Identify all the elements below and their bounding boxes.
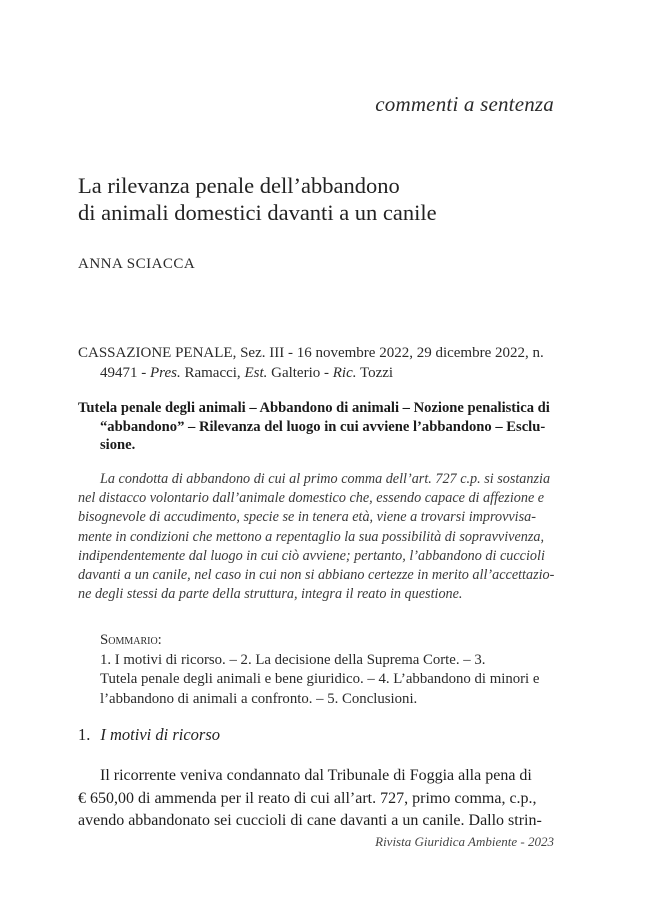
title-line-2: di animali domestici davanti a un canile [78, 200, 437, 225]
maxim-line: mente in condizioni che mettono a repentaglio la sua possibilità di sopravvivenza, [78, 528, 545, 545]
section-heading [78, 725, 220, 745]
citation-pres-name: Ramacci, [184, 365, 241, 381]
citation-details: 49471 - Pres. Ramacci, Est. Galterio - Ric. Tozzi [100, 365, 394, 381]
citation-est-label: Est. [244, 365, 268, 381]
summary-text-1: 1. I motivi di ricorso. – 2. La decisione della Suprema Corte. – 3. [100, 651, 486, 668]
section-number: 1. [78, 725, 91, 744]
maxim-line: nel distacco volontario dall’animale domestico che, essendo capace di affezione e [78, 490, 545, 507]
maxim-line: ne degli stessi da parte della struttura, integra il reato in questione. [78, 586, 463, 603]
body-paragraph [78, 765, 556, 833]
body-line: € 650,00 di ammenda per il reato di cui all’art. 727, primo comma, c.p., [78, 789, 537, 807]
citation-est-name: Galterio [271, 365, 321, 381]
body-line: avendo abbandonato sei cuccioli di cane davanti a un canile. Dallo strin- [78, 812, 542, 829]
summary-label: Sommario: [100, 632, 162, 648]
case-maxim [78, 470, 556, 604]
summary-line-3: l’abbandono di animali a confronto. – 5. Conclusioni. [100, 690, 418, 707]
citation-number: 49471 [100, 365, 138, 381]
citation-ric-name: Tozzi [360, 365, 394, 381]
title-line-1: La rilevanza penale dell’abbandono [78, 173, 400, 198]
footer-year: 2023 [528, 834, 554, 849]
keywords-line-3: sione. [100, 437, 136, 453]
case-citation [78, 343, 556, 383]
article-title [78, 172, 568, 226]
keywords-line-2: “abbandono” – Rilevanza del luogo in cui avviene l’abbandono – Esclu- [100, 418, 546, 435]
maxim-line: bisognevole di accudimento, specie se in tenera età, viene a trovarsi improvvisa- [78, 509, 536, 526]
footer-journal: Rivista Giuridica Ambiente [375, 834, 518, 849]
citation-pres-label: Pres. [150, 365, 181, 381]
table-of-contents [100, 631, 558, 709]
summary-line-1 [100, 631, 558, 670]
section-title: I motivi di ricorso [100, 725, 220, 744]
keywords-line-1: Tutela penale degli animali – Abbandono di animali – Nozione penalistica di [78, 400, 550, 416]
page-footer [375, 834, 554, 850]
citation-ric-label: Ric. [332, 365, 357, 381]
maxim-line: indipendentemente dal luogo in cui ciò avviene; pertanto, l’abbandono di cuccioli [78, 547, 545, 564]
case-keywords [78, 399, 556, 455]
maxim-line: davanti a un canile, nel caso in cui non si abbiano certezze in merito all’accettazio- [78, 567, 555, 584]
maxim-line: La condotta di abbandono di cui al primo comma dell’art. 727 c.p. si sostanzia [100, 471, 551, 487]
footer-separator: - [517, 834, 528, 849]
summary-line-2: Tutela penale degli animali e bene giuridico. – 4. L’abbandono di minori e [100, 671, 540, 687]
citation-court: CASSAZIONE PENALE, Sez. III - 16 novembre 2022, 29 dicembre 2022, n. [78, 345, 544, 361]
author-name: ANNA SCIACCA [78, 256, 196, 272]
body-line: Il ricorrente veniva condannato dal Tribunale di Foggia alla pena di [100, 767, 532, 784]
section-label: commenti a sentenza [375, 92, 554, 116]
